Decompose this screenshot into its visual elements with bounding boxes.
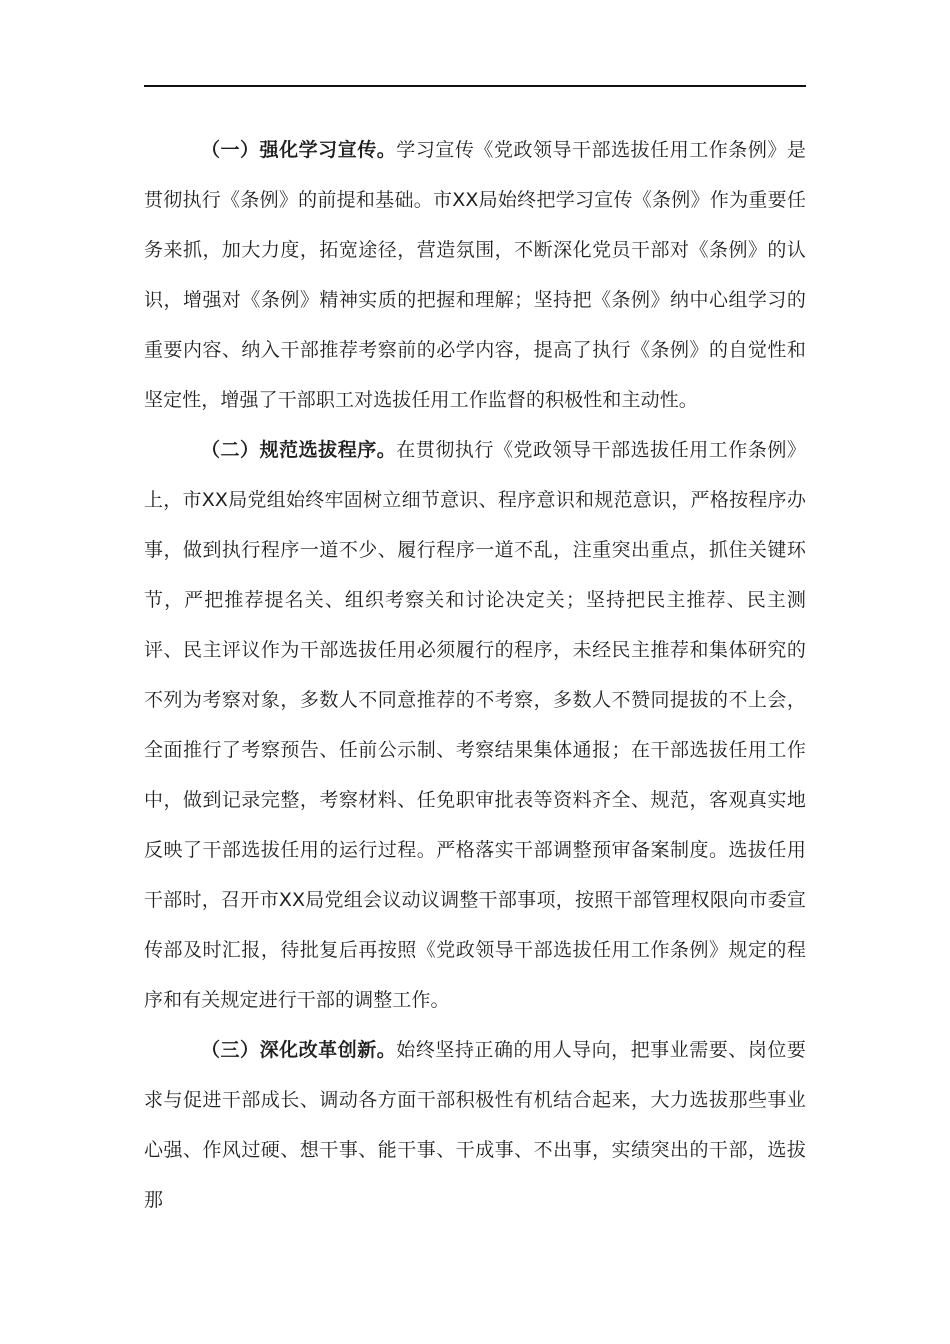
document-body [144,125,806,1225]
paragraph-1-lead: （一）强化学习宣传。 [201,139,397,161]
header-rule [144,85,806,87]
paragraph-3 [144,1025,806,1225]
paragraph-3-body: 始终坚持正确的用人导向，把事业需要、岗位要求与促进干部成长、调动各方面干部积极性有机结合起来，大力选拔那些事业心强、作风过硬、想干事、能干事、干成事、不出事，实绩突出的干部，选拔那 [144,1039,806,1211]
paragraph-1 [144,125,806,425]
paragraph-1-body: 学习宣传《党政领导干部选拔任用工作条例》是贯彻执行《条例》的前提和基础。市XX局始终把学习宣传《条例》作为重要任务来抓，加大力度，拓宽途径，营造氛围，不断深化党员干部对《条例》的认识，增强对《条例》精神实质的把握和理解；坚持把《条例》纳中心组学习的重要内容、纳入干部推荐考察前的必学内容，提高了执行《条例》的自觉性和坚定性，增强了干部职工对选拔任用工作监督的积极性和主动性。 [144,139,806,411]
paragraph-2 [144,425,806,1025]
paragraph-3-lead: （三）深化改革创新。 [201,1039,397,1061]
paragraph-2-body: 在贯彻执行《党政领导干部选拔任用工作条例》上，市XX局党组始终牢固树立细节意识、程序意识和规范意识，严格按程序办事，做到执行程序一道不少、履行程序一道不乱，注重突出重点，抓住关键环节，严把推荐提名关、组织考察关和讨论决定关；坚持把民主推荐、民主测评、民主评议作为干部选拔任用必须履行的程序，未经民主推荐和集体研究的不列为考察对象，多数人不同意推荐的不考察，多数人不赞同提拔的不上会，全面推行了考察预告、任前公示制、考察结果集体通报；在干部选拔任用工作中，做到记录完整，考察材料、任免职审批表等资料齐全、规范，客观真实地反映了干部选拔任用的运行过程。严格落实干部调整预审备案制度。选拔任用干部时，召开市XX局党组会议动议调整干部事项，按照干部管理权限向市委宣传部及时汇报，待批复后再按照《党政领导干部选拔任用工作条例》规定的程序和有关规定进行干部的调整工作。 [144,439,806,1011]
paragraph-2-lead: （二）规范选拔程序。 [201,439,397,461]
